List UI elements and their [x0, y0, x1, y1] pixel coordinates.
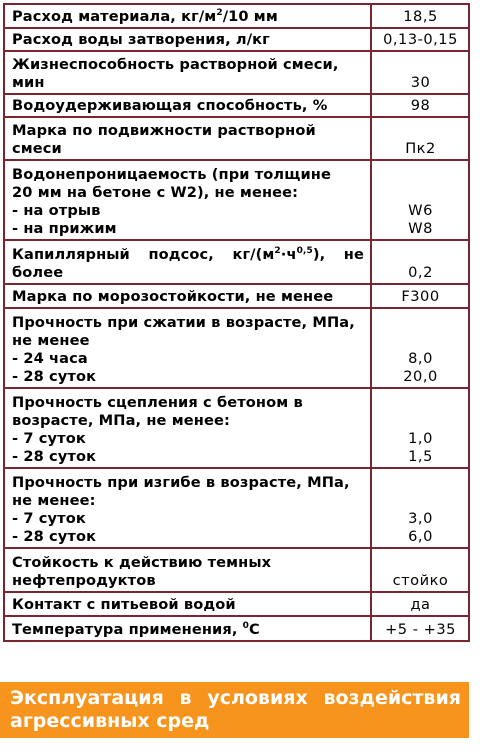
row-label: Расход воды затворения, л/кг — [4, 28, 371, 51]
row-label: Прочность при изгибе в возрасте, МПа, не менее: - 7 суток - 28 суток — [4, 468, 371, 548]
table-row — [4, 592, 469, 616]
row-value: стойко — [371, 548, 469, 592]
row-value: F300 — [371, 284, 469, 308]
table-row — [4, 284, 469, 308]
table-row — [4, 28, 469, 51]
banner-line-2: агрессивных сред — [10, 710, 210, 732]
row-value: 0,13-0,15 — [371, 28, 469, 51]
table-row — [4, 616, 469, 641]
spec-table — [3, 3, 470, 642]
table-row — [4, 94, 469, 117]
table-row — [4, 117, 469, 160]
row-label: Марка по подвижности растворной смеси — [4, 117, 371, 160]
table-row — [4, 160, 469, 240]
row-label: Прочность при сжатии в возрасте, МПа, не менее - 24 часа - 28 суток — [4, 308, 371, 388]
row-value: 1,0 1,5 — [371, 388, 469, 468]
banner-line-1: Эксплуатация в условиях воздействия — [10, 687, 461, 709]
row-value: W6 W8 — [371, 160, 469, 240]
row-label: Марка по морозостойкости, не менее — [4, 284, 371, 308]
table-row — [4, 308, 469, 388]
row-label: Прочность сцепления с бетоном в возрасте, МПа, не менее: - 7 суток - 28 суток — [4, 388, 371, 468]
table-row — [4, 388, 469, 468]
row-value: 3,0 6,0 — [371, 468, 469, 548]
table-row — [4, 4, 469, 28]
row-label: Водонепроницаемость (при толщине 20 мм на бетоне с W2), не менее: - на отрыв - на прижим — [4, 160, 371, 240]
row-label: Расход материала, $кг/м^2/10$ мм — [4, 4, 371, 28]
row-value: Пк2 — [371, 117, 469, 160]
row-label: Капиллярный подсос, $кг/(м^2\cdot ч^{0,5})$, не более — [4, 240, 371, 284]
row-label: Стойкость к действию темных нефтепродуктов — [4, 548, 371, 592]
table-row — [4, 240, 469, 284]
row-label: Жизнеспособность растворной смеси, мин — [4, 51, 371, 94]
section-heading-banner — [0, 682, 469, 738]
row-value: +5 - +35 — [371, 616, 469, 641]
row-label: Контакт с питьевой водой — [4, 592, 371, 616]
row-label: Температура применения, $^0$С — [4, 616, 371, 641]
row-value: да — [371, 592, 469, 616]
table-row — [4, 468, 469, 548]
row-value: 18,5 — [371, 4, 469, 28]
row-value: 0,2 — [371, 240, 469, 284]
table-row — [4, 51, 469, 94]
row-label: Водоудерживающая способность, % — [4, 94, 371, 117]
spec-table-container — [3, 3, 470, 642]
row-value: 30 — [371, 51, 469, 94]
row-value: 8,0 20,0 — [371, 308, 469, 388]
row-value: 98 — [371, 94, 469, 117]
table-row — [4, 548, 469, 592]
